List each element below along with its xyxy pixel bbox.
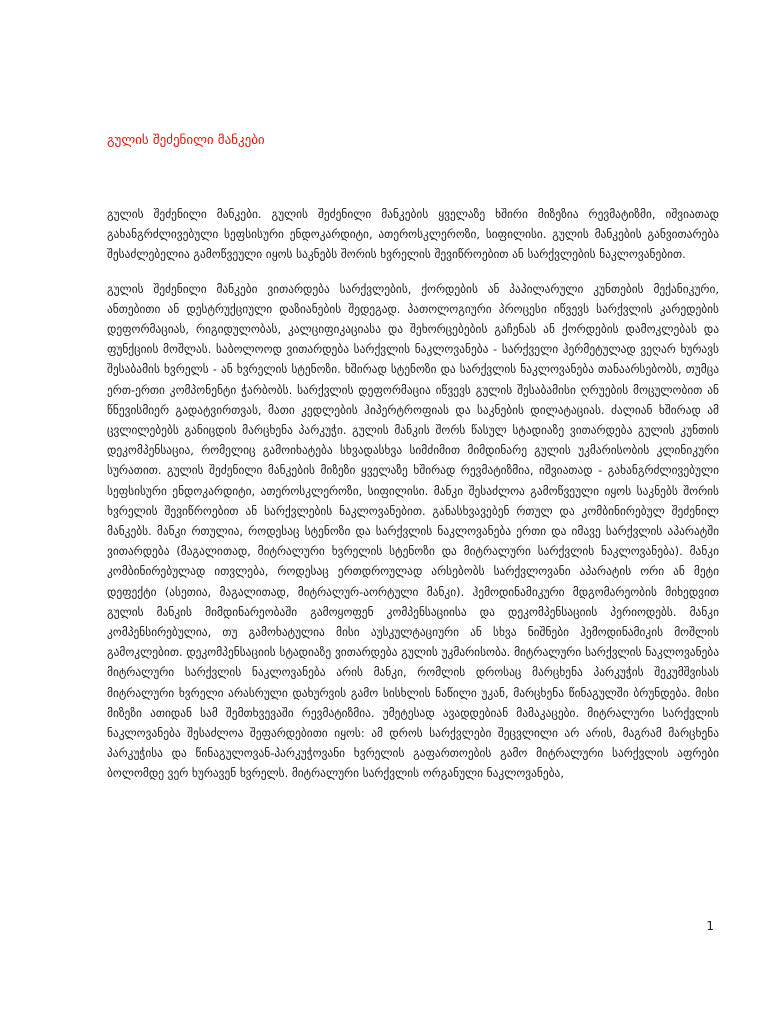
body-paragraph-main: გულის შეძენილი მანკები ვითარდება სარქვლების, ქორდების ან პაპილარული კუნთების მექანიკური, ანთებითი ან დესტრუქციული დაზიანების შედეგად. პათოლოგიური პროცესი იწვევს სარქვლის კარედების დეფორმაციას, რიგიდულობას, კალციფიკაციასა და შეხორცებების გაჩენას ან ქორდების დამოკლებას და ფუნქციის მოშლას. საბოლოოდ ვითარდება სარქვლის ნაკლოვანება - სარქველი ჰერმეტულად ვეღარ ხურავს შესაბამის ხვრელს - ან ხვრელის სტენოზი. ხშირად სტენოზი და სარქვლის ნაკლოვანება თანაარსებობს, თუმცა ერთ-ერთი კომპონენტი ჭარბობს. სარქვლის დეფორმაცია იწვევს გულის შესაბამისი ღრუების მოცულობით ან წნევისმიერ გადატვირთვას, მათი კედლების ჰიპერტროფიას და საკნების დილატაციას. ძალიან ხშირად ამ ცვლილებებს განიცდის მარცხენა პარკუჭი. გულის მანკის შორს წასულ სტადიაზე ვითარდება გულის კუნთის დეკომპენსაცია, რომელიც გამოიხატება სხვადასხვა სიმძიმით მიმდინარე გულის უკმარისობის კლინიკური სურათით. გულის შეძენილი მანკების მიზეზი ყველაზე ხშირად რევმატიზმია, იშვიათად - გახანგრძლივებული სეფსისური ენდოკარდიტი, ათეროსკლეროზი, სიფილისი. მანკი შესაძლოა გამოწვეული იყოს საკნებს შორის ხვრელის შევიწროებით ან სარქვლების ნაკლოვანებით. განასხვავებენ რთულ და კომბინირებულ შეძენილ მანკებს. მანკი რთულია, როდესაც სტენოზი და სარქვლის ნაკლოვანება ერთი და იმავე სარქვლის აპარატში ვითარდება (მაგალითად, მიტრალური ხვრელის სტენოზი და მიტრალური სარქვლის ნაკლოვანება). მანკი კომბინირებულად ითვლება, როდესაც ერთდროულად არსებობს სარქვლოვანი აპარატის ორი ან მეტი დეფექტი (ასეთია, მაგალითად, მიტრალურ-აორტული მანკი). ჰემოდინამიკური მდგომარეობის მიხედვით გულის მანკის მიმდინარეობაში გამოყოფენ კომპენსაციისა და დეკომპენსაციის პერიოდებს. მანკი კომპენსირებულია, თუ გამოხატულია მისი აუსკულტაციური ან სხვა ნიშნები ჰემოდინამიკის მოშლის გამოკლებით. დეკომპენსაციის სტადიაზე ვითარდება გულის უკმარისობა. მიტრალური სარქვლის ნაკლოვანება მიტრალური სარქვლის ნაკლოვანება არის მანკი, რომლის დროსაც მარცხენა პარკუჭის შეკუმშვისას მიტრალური ხვრელი არასრული დახურვის გამო სისხლის ნაწილი უკან, მარცხენა წინაგულში ბრუნდება. მისი მიზეზი ათიდან სამ შემთხვევაში რევმატიზმია. უმეტესად ავადდებიან მამაკაცები. მიტრალური სარქვლის ნაკლოვანება შესაძლოა შეფარდებითი იყოს: ამ დროს სარქვლები შეცვლილი არ არის, მაგრამ მარცხენა პარკუჭისა და წინაგულოვან-პარკუჭოვანი ხვრელის გაფართოების გამო მიტრალური სარქვლის აფრები ბოლომდე ვერ ხურავენ ხვრელს. მიტრალური სარქვლის ორგანული ნაკლოვანება, — [107, 281, 719, 781]
page-number: 1 — [706, 919, 714, 933]
document-body — [107, 204, 719, 784]
document-title: გულის შეძენილი მანკები — [107, 133, 265, 148]
body-paragraph-intro: გულის შეძენილი მანკები. გულის შეძენილი მანკების ყველაზე ხშირი მიზეზია რევმატიზმი, იშვიათად გახანგრძლივებული სეფსისური ენდოკარდიტი, ათეროსკლეროზი, სიფილისი. გულის მანკების განვითარება შესაძლებელია გამოწვეული იყოს საკნებს შორის ხვრელის შევიწროებით ან სარქვლების ნაკლოვანებით. — [107, 207, 719, 262]
